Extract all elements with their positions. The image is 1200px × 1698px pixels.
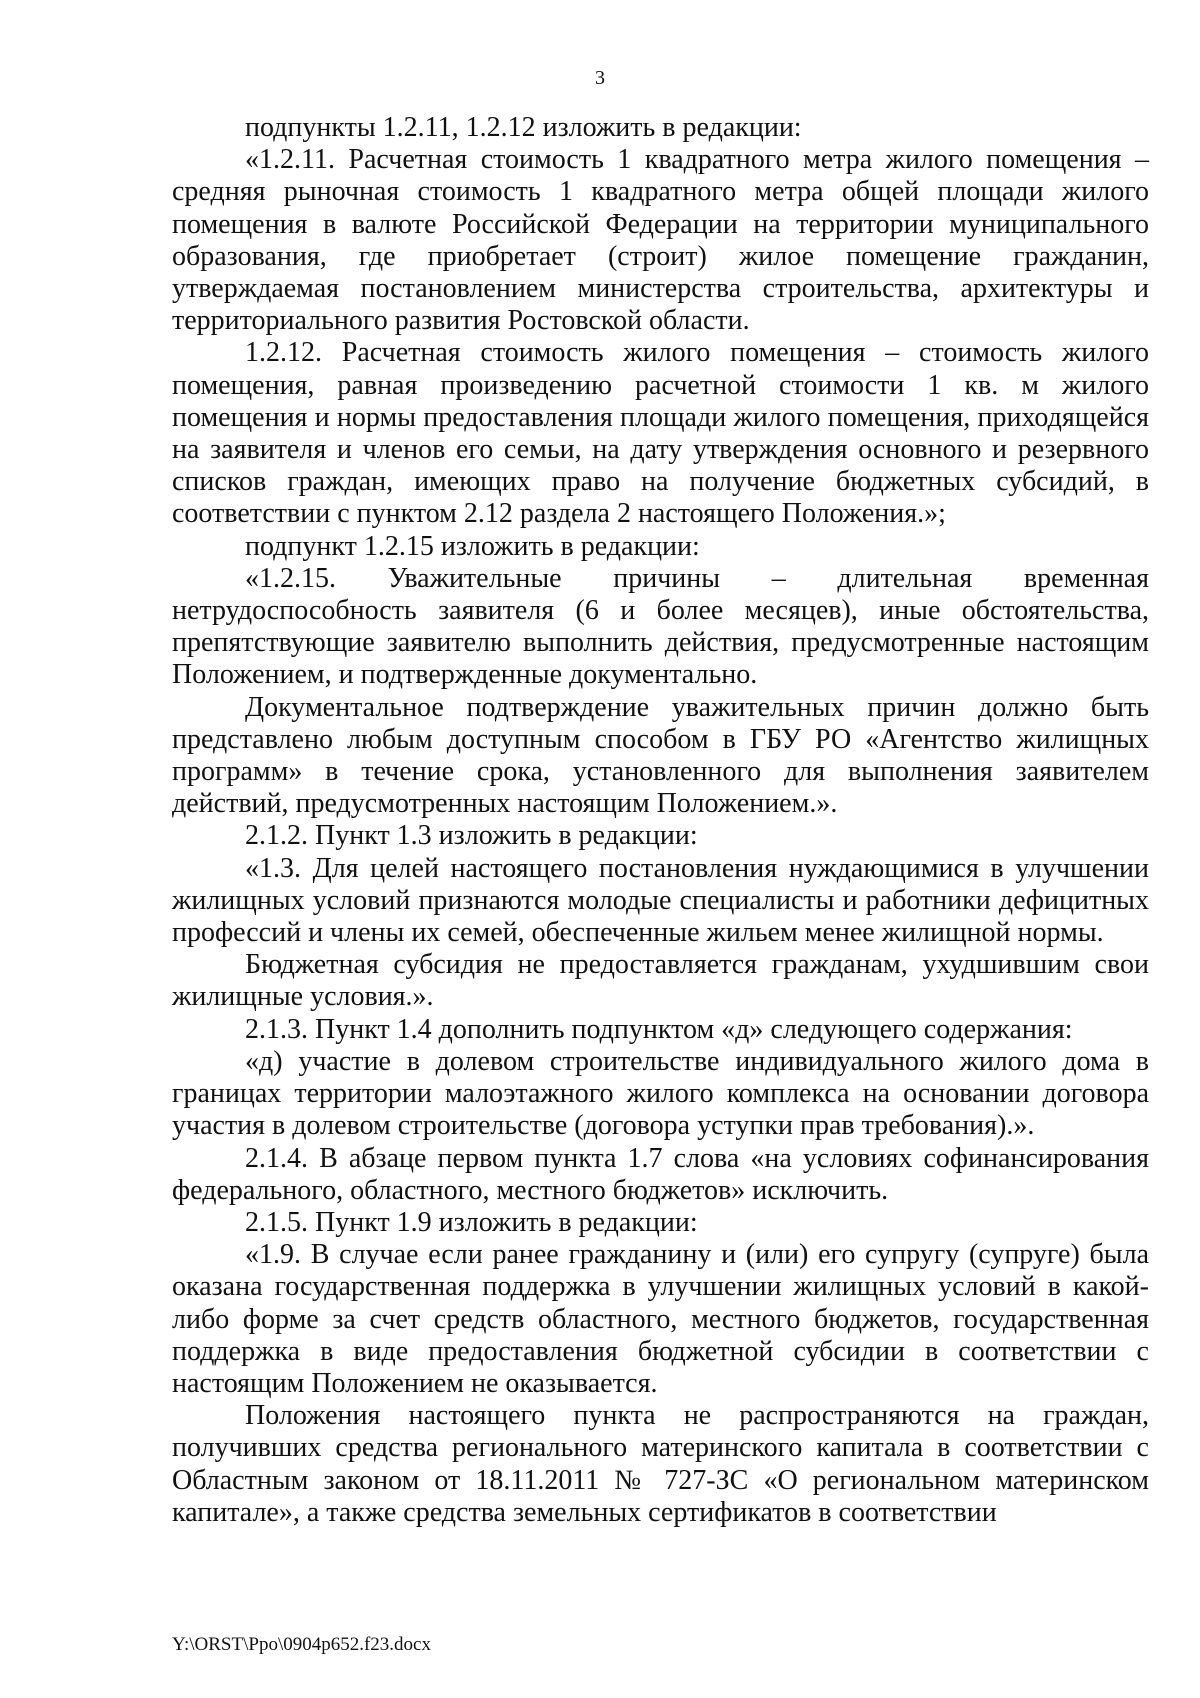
paragraph: «1.2.11. Расчетная стоимость 1 квадратного метра жилого помещения – средняя рыночная стоимость 1 квадратного метра общей площади жилого помещения в валюте Российской Федерации на территории муниципального образования, где приобретает (строит) жилое помещение гражданин, утверждаемая постановлением министерства строительства, архитектуры и территориального развития Ростовской области. bbox=[172, 144, 1149, 337]
document-body bbox=[172, 112, 1149, 1529]
paragraph: 2.1.5. Пункт 1.9 изложить в редакции: bbox=[245, 1206, 698, 1238]
paragraph: 2.1.4. В абзаце первом пункта 1.7 слова «на условиях софинансирования федерального, областного, местного бюджетов» исключить. bbox=[172, 1142, 1149, 1206]
paragraph: «1.9. В случае если ранее гражданину и (или) его супругу (супруге) была оказана государственная поддержка в улучшении жилищных условий в какой-либо форме за счет средств областного, местного бюджетов, государственная поддержка в виде предоставления бюджетной субсидии в соответствии с настоящим Положением не оказывается. bbox=[172, 1239, 1149, 1399]
paragraph: 2.1.2. Пункт 1.3 изложить в редакции: bbox=[245, 820, 698, 852]
paragraph: подпункты 1.2.11, 1.2.12 изложить в редакции: bbox=[245, 112, 802, 143]
paragraph: Бюджетная субсидия не предоставляется гражданам, ухудшившим свои жилищные условия.». bbox=[172, 949, 1149, 1013]
paragraph: подпункт 1.2.15 изложить в редакции: bbox=[245, 530, 700, 562]
footer-file-path: Y:\ORST\Ppo\0904p652.f23.docx bbox=[172, 1634, 431, 1655]
paragraph: «1.2.15. Уважительные причины – длительная временная нетрудоспособность заявителя (6 и более месяцев), иные обстоятельства, препятствующие заявителю выполнить действия, предусмотренные настоящим Положением, и подтвержденные документально. bbox=[172, 562, 1149, 691]
paragraph: Документальное подтверждение уважительных причин должно быть представлено любым доступным способом в ГБУ РО «Агентство жилищных программ» в течение срока, установленного для выполнения заявителем действий, предусмотренных настоящим Положением.». bbox=[172, 691, 1149, 820]
page-number: 3 bbox=[595, 67, 605, 89]
paragraph: Положения настоящего пункта не распространяются на граждан, получивших средства регионального материнского капитала в соответствии с Областным законом от 18.11.2011 № 727-ЗС «О региональном материнском капитале», а также средства земельных сертификатов в соответствии bbox=[172, 1400, 1149, 1528]
paragraph: 2.1.3. Пункт 1.4 дополнить подпунктом «д» следующего содержания: bbox=[245, 1013, 1073, 1045]
paragraph: «1.3. Для целей настоящего постановления нуждающимися в улучшении жилищных условий признаются молодые специалисты и работники дефицитных профессий и члены их семей, обеспеченные жильем менее жилищной нормы. bbox=[172, 852, 1149, 949]
paragraph: 1.2.12. Расчетная стоимость жилого помещения – стоимость жилого помещения, равная произведению расчетной стоимости 1 кв. м жилого помещения и нормы предоставления площади жилого помещения, приходящейся на заявителя и членов его семьи, на дату утверждения основного и резервного списков граждан, имеющих право на получение бюджетных субсидий, в соответствии с пунктом 2.12 раздела 2 настоящего Положения.»; bbox=[172, 337, 1149, 530]
paragraph: «д) участие в долевом строительстве индивидуального жилого дома в границах территории малоэтажного жилого комплекса на основании договора участия в долевом строительстве (договора уступки прав требования).». bbox=[172, 1045, 1149, 1142]
